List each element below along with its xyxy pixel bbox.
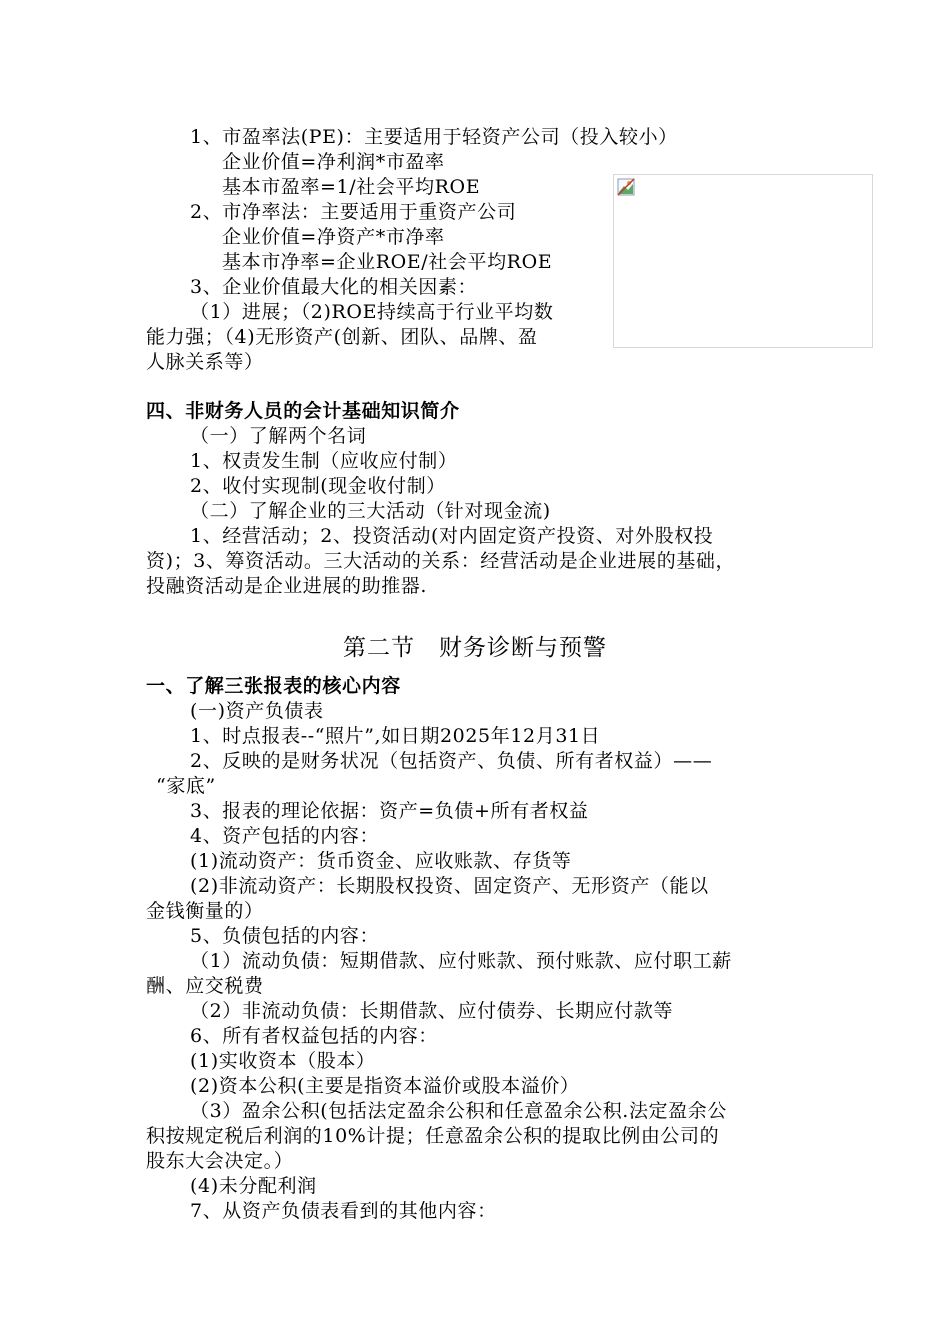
embedded-image	[613, 174, 873, 348]
text-line: 积按规定税后利润的10%计提；任意盈余公积的提取比例由公司的	[146, 1125, 720, 1147]
text-line: 5、负债包括的内容：	[190, 925, 380, 947]
text-line: （二）了解企业的三大活动（针对现金流)	[190, 500, 551, 522]
section-heading: 四、非财务人员的会计基础知识简介	[146, 400, 460, 422]
text-line: “家底”	[156, 775, 216, 797]
text-line: 1、市盈率法(PE)：主要适用于轻资产公司（投入较小）	[190, 126, 678, 148]
broken-image-icon	[617, 178, 635, 196]
text-line: (4)未分配利润	[190, 1175, 317, 1197]
chapter-title: 第二节 财务诊断与预警	[343, 635, 607, 661]
text-line: 4、资产包括的内容：	[190, 825, 380, 847]
text-line: 人脉关系等）	[146, 351, 264, 373]
text-line: 3、报表的理论依据：资产=负债+所有者权益	[190, 800, 589, 822]
text-line: 企业价值=净资产*市净率	[222, 226, 445, 248]
text-line: 能力强；（4)无形资产(创新、团队、品牌、盈	[146, 326, 538, 348]
text-line: 2、收付实现制(现金收付制）	[190, 475, 446, 497]
text-line: 投融资活动是企业进展的助推器.	[146, 575, 428, 597]
text-line: 资)；3、筹资活动。三大活动的关系：经营活动是企业进展的基础，	[146, 550, 736, 572]
text-line: （1）流动负债：短期借款、应付账款、预付账款、应付职工薪	[190, 950, 732, 972]
section-heading: 一、了解三张报表的核心内容	[146, 675, 401, 697]
text-line: 3、企业价值最大化的相关因素：	[190, 276, 478, 298]
text-line: （3）盈余公积(包括法定盈余公积和任意盈余公积.法定盈余公	[190, 1100, 727, 1122]
text-line: （2）非流动负债：长期借款、应付债券、长期应付款等	[190, 1000, 674, 1022]
text-line: 7、从资产负债表看到的其他内容：	[190, 1200, 497, 1222]
text-line: 1、经营活动；2、投资活动(对内固定资产投资、对外股权投	[190, 525, 714, 547]
text-line: (2)资本公积(主要是指资本溢价或股本溢价）	[190, 1075, 580, 1097]
text-line: (1)流动资产：货币资金、应收账款、存货等	[190, 850, 572, 872]
text-line: (2)非流动资产：长期股权投资、固定资产、无形资产（能以	[190, 875, 709, 897]
text-line: 企业价值=净利润*市盈率	[222, 151, 445, 173]
text-line: 基本市盈率=1/社会平均ROE	[222, 176, 481, 198]
text-line: 酬、应交税费	[146, 975, 264, 997]
text-line: （一）了解两个名词	[190, 425, 367, 447]
text-line: 基本市净率=企业ROE/社会平均ROE	[222, 251, 553, 273]
text-line: 6、所有者权益包括的内容：	[190, 1025, 438, 1047]
text-line: 股东大会决定。）	[146, 1150, 294, 1172]
text-line: (一)资产负债表	[190, 700, 324, 722]
text-line: （1）进展；（2)ROE持续高于行业平均数	[190, 301, 554, 323]
text-line: 2、反映的是财务状况（包括资产、负债、所有者权益）——	[190, 750, 713, 772]
text-line: 1、权责发生制（应收应付制）	[190, 450, 458, 472]
text-line: 2、市净率法：主要适用于重资产公司	[190, 201, 517, 223]
text-line: 1、时点报表--“照片”,如日期2025年12月31日	[190, 725, 601, 747]
text-line: (1)实收资本（股本）	[190, 1050, 376, 1072]
text-line: 金钱衡量的）	[146, 900, 264, 922]
